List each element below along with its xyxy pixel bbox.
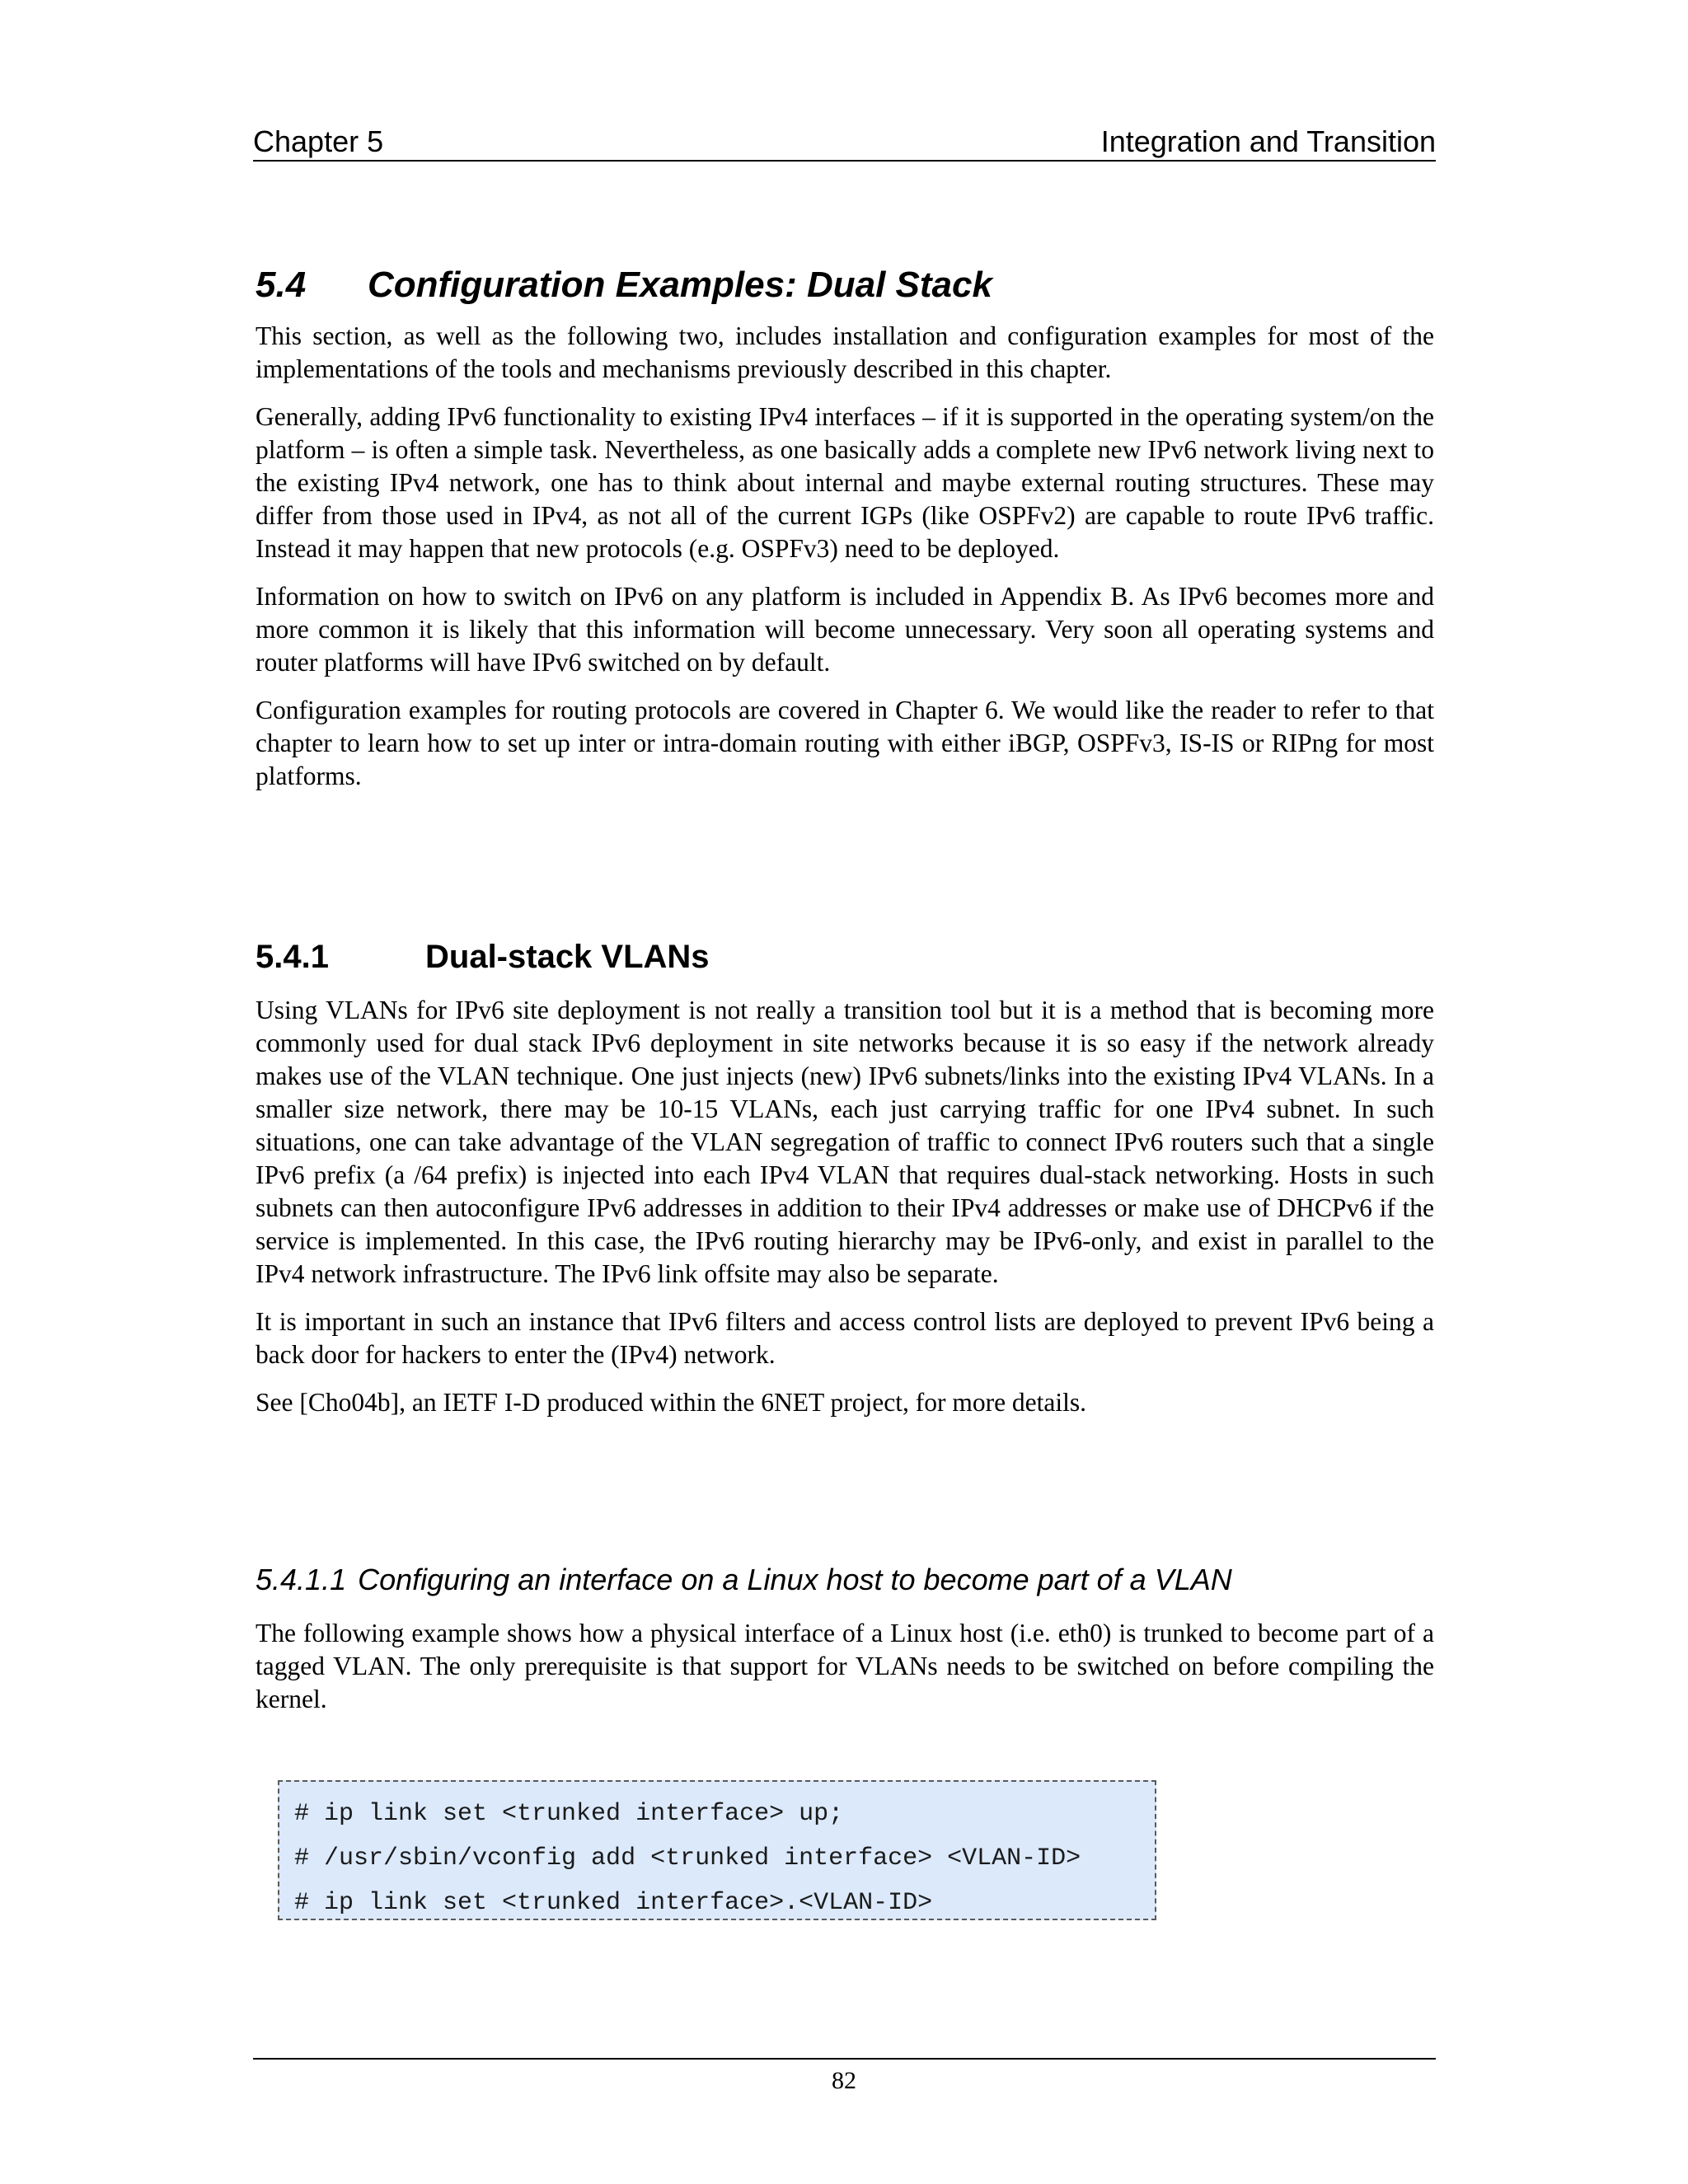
- subsubsection-heading: [256, 1560, 1232, 1600]
- section-body: [256, 320, 1434, 808]
- header-chapter-title: Integration and Transition: [1100, 124, 1436, 158]
- section-number: 5.4: [256, 265, 307, 305]
- code-line: # ip link set <trunked interface>.<VLAN-ID>: [294, 1889, 933, 1917]
- code-block: [278, 1780, 1156, 1920]
- paragraph: Generally, adding IPv6 functionality to existing IPv4 interfaces – if it is supported in the operating system/on the platform – is often a simple task. Nevertheless, as one basically adds a complete new IPv6 network living next to the existing IPv4 network, one has to think about internal and maybe external routing structures. These may differ from those used in IPv4, as not all of the current IGPs (like OSPFv2) are capable to route IPv6 traffic. Instead it may happen that new protocols (e.g. OSPFv3) need to be deployed.: [256, 402, 1434, 563]
- code-line: # ip link set <trunked interface> up;: [294, 1800, 844, 1828]
- subsubsection-number: 5.4.1.1: [256, 1563, 347, 1596]
- section-heading: [256, 262, 992, 308]
- subsubsection-body: [256, 1617, 1434, 1731]
- paragraph: Using VLANs for IPv6 site deployment is not really a transition tool but it is a method that is becoming more commonly used for dual stack IPv6 deployment in site networks because it is so easy if the network already makes use of the VLAN technique. One just injects (new) IPv6 subnets/links into the existing IPv4 VLANs. In a smaller size network, there may be 10-15 VLANs, each just carrying traffic for one IPv4 subnet. In such situations, one can take advantage of the VLAN segregation of traffic to connect IPv6 routers such that a single IPv6 prefix (a /64 prefix) is injected into each IPv4 VLAN that requires dual-stack networking. Hosts in such subnets can then autoconfigure IPv6 addresses in addition to their IPv4 addresses or make use of DHCPv6 if the service is implemented. In this case, the IPv6 routing hierarchy may be IPv6-only, and exist in parallel to the IPv4 network infrastructure. The IPv6 link offsite may also be separate.: [256, 996, 1434, 1288]
- section-title: Configuration Examples: Dual Stack: [368, 265, 992, 305]
- subsection-title: Dual-stack VLANs: [425, 939, 710, 975]
- paragraph: It is important in such an instance that IPv6 filters and access control lists are deployed to prevent IPv6 being a back door for hackers to enter the (IPv4) network.: [256, 1307, 1434, 1369]
- subsubsection-title: Configuring an interface on a Linux host to become part of a VLAN: [358, 1563, 1232, 1596]
- subsection-number: 5.4.1: [256, 939, 329, 975]
- footer-rule: [253, 2058, 1436, 2060]
- page-number: 82: [832, 2067, 856, 2094]
- paragraph: Configuration examples for routing protocols are covered in Chapter 6. We would like the reader to refer to that chapter to learn how to set up inter or intra-domain routing with either iBGP, OSPFv3, IS-IS or RIPng for most platforms.: [256, 696, 1434, 790]
- paragraph: See [Cho04b], an IETF I-D produced within the 6NET project, for more details.: [256, 1388, 1087, 1417]
- paragraph: This section, as well as the following two, includes installation and configuration examples for most of the implementations of the tools and mechanisms previously described in this chapter.: [256, 321, 1434, 383]
- code-line: # /usr/sbin/vconfig add <trunked interface> <VLAN-ID>: [294, 1844, 1081, 1872]
- paragraph: Information on how to switch on IPv6 on any platform is included in Appendix B. As IPv6 becomes more and more common it is likely that this information will become unnecessary. Very soon all operating systems and router platforms will have IPv6 switched on by default.: [256, 582, 1434, 677]
- header-chapter: Chapter 5: [253, 124, 384, 158]
- paragraph: The following example shows how a physical interface of a Linux host (i.e. eth0) is trunked to become part of a tagged VLAN. The only prerequisite is that support for VLANs needs to be switched on before compiling the kernel.: [256, 1619, 1434, 1713]
- running-header: [253, 120, 1436, 162]
- subsection-heading: [256, 935, 710, 978]
- subsection-body: [256, 994, 1434, 1434]
